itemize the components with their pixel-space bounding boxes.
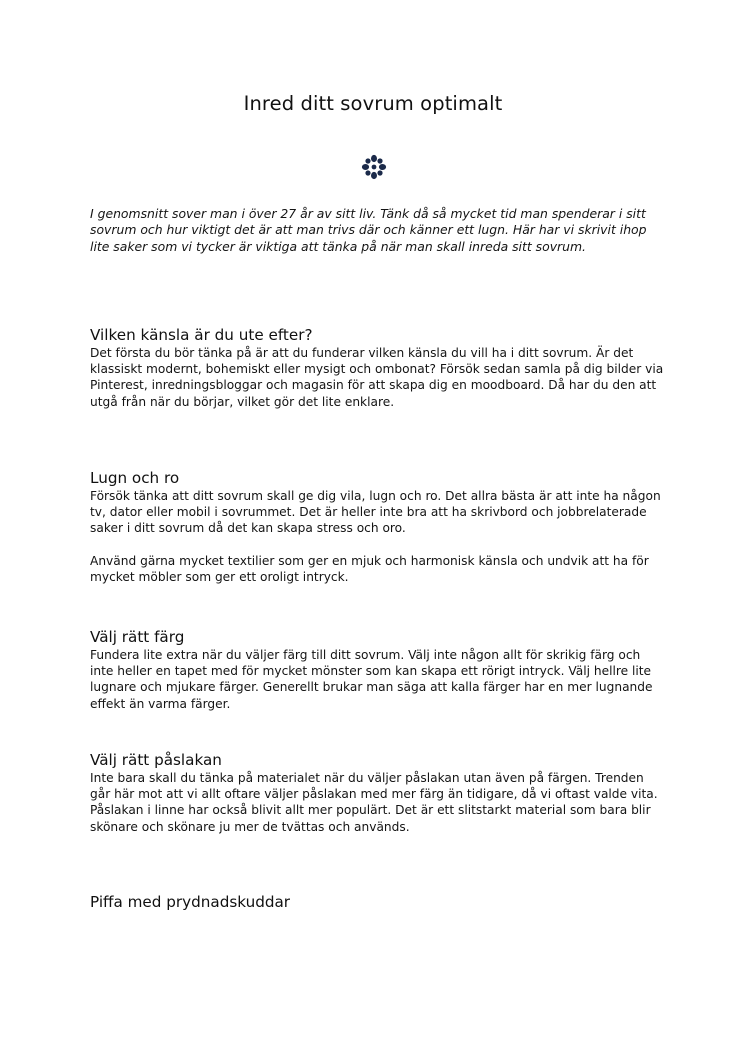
section-heading: Välj rätt påslakan xyxy=(90,751,222,769)
section-paragraph: Använd gärna mycket textilier som ger en mjuk och harmonisk känsla och undvik att ha för mycket möbler som ger ett oroligt intryck. xyxy=(90,553,649,584)
page-title: Inred ditt sovrum optimalt xyxy=(243,92,503,115)
section-heading: Vilken känsla är du ute efter? xyxy=(90,326,313,344)
section-paragraph: Försök tänka att ditt sovrum skall ge dig vila, lugn och ro. Det allra bästa är att inte ha någon tv, dator eller mobil i sovrummet. Det är heller inte bra att ha skrivbord och jobbrelaterade saker i ditt sovrum då det kan skapa stress och oro. xyxy=(90,489,661,536)
section-paragraph: Fundera lite extra när du väljer färg till ditt sovrum. Välj inte någon allt för skrikig färg och inte heller en tapet med för mycket mönster som kan skapa ett rörigt intryck. Välj hellre lite lugnare och mjukare färger. Generellt brukar man säga att kalla färger har en mer lugnande effekt än varma färger. xyxy=(90,648,653,711)
section-feeling xyxy=(90,326,665,410)
section-color xyxy=(90,628,665,712)
section-heading: Välj rätt färg xyxy=(90,628,185,646)
section-heading: Piffa med prydnadskuddar xyxy=(90,893,291,911)
section-duvet xyxy=(90,751,665,835)
intro-text: I genomsnitt sover man i över 27 år av sitt liv. Tänk då så mycket tid man spenderar i sitt sovrum och hur viktigt det är att man trivs där och känner ett lugn. Här har vi skrivit ihop lite saker som vi tycker är viktiga att tänka på när man skall inreda sitt sovrum. xyxy=(90,206,647,254)
flower-ornament-icon xyxy=(358,151,390,183)
section-calm xyxy=(90,469,665,585)
section-paragraph: Det första du bör tänka på är att du funderar vilken känsla du vill ha i ditt sovrum. Är det klassiskt modernt, bohemiskt eller mysigt och ombonat? Försök sedan samla på dig bilder via Pinterest, inredningsbloggar och magasin för att skapa dig en moodboard. Då har du den att utgå från när du börjar, vilket gör det lite enklare. xyxy=(90,346,664,409)
section-pillows xyxy=(90,893,665,912)
section-paragraph: Inte bara skall du tänka på materialet när du väljer påslakan utan även på färgen. Trenden går här mot att vi allt oftare väljer påslakan med mer färg än tidigare, då vi oftast valde vita. Påslakan i linne har också blivit allt mer populärt. Det är ett slitstarkt material som bara blir skönare och skönare ju mer de tvättas och används. xyxy=(90,771,658,834)
section-heading: Lugn och ro xyxy=(90,469,180,487)
